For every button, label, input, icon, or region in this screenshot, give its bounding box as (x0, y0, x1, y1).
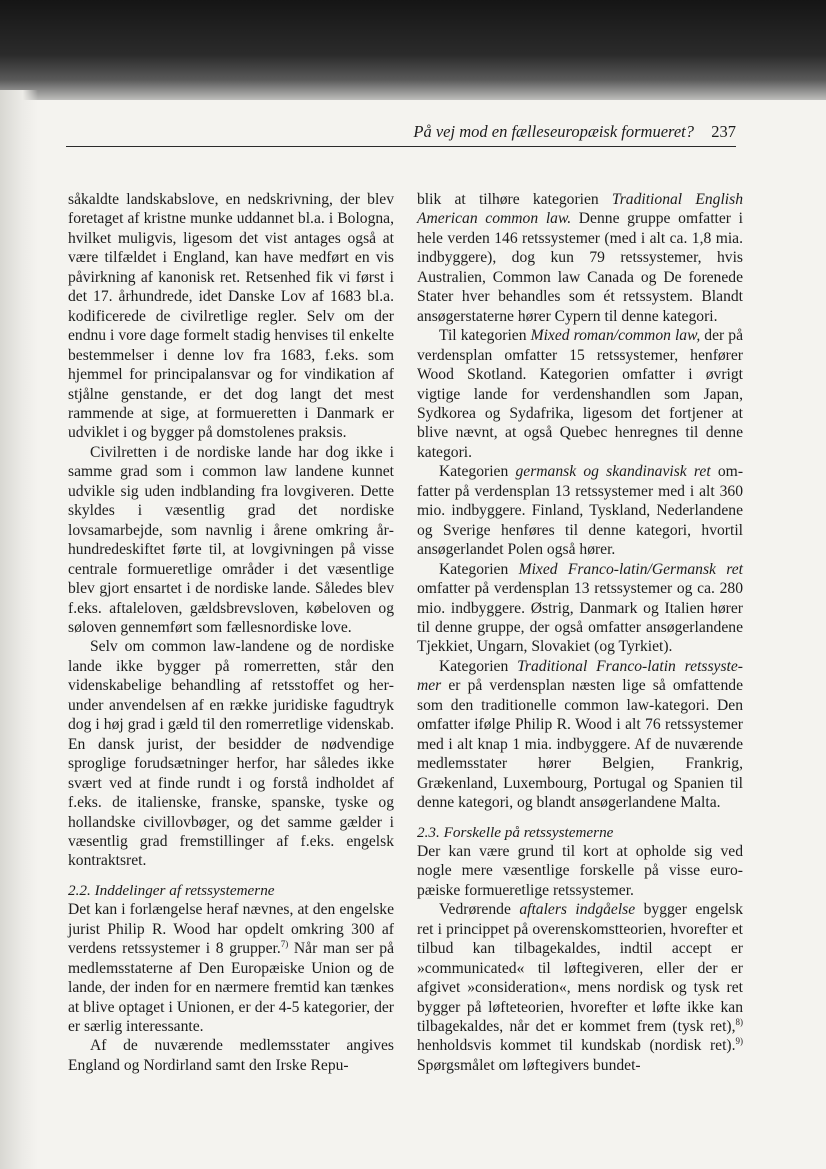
paragraph (417, 560, 743, 657)
text-run: Spørgsmålet om løftegivers bundet- (417, 1056, 641, 1074)
paragraph: Selv om common law-landene og de nordiske lande ikke bygger på romerretten, står den videnskabelige behandling af retsstoffet og herunder anvendelsen af en række juridiske fagudtryk dog i høj grad i gæld til den romerretlige videnskab. En dansk jurist, der besidder de nødvendige sproglige forudsætninger herfor, har således ikke svært ved at finde rundt i og forstå indholdet af f.eks. de italienske, franske, spanske, tyske og hollandske civillovbøger, og det samme gælder i væsentlig grad fremstillinger af f.eks. engelsk kontraktsret. (68, 638, 394, 870)
paragraph (417, 900, 743, 1075)
category-name: germansk og skandinavisk ret (515, 463, 711, 481)
text-run: Kategorien (439, 657, 518, 675)
text-run: Kategorien (439, 463, 516, 481)
scan-edge-shadow (0, 0, 826, 100)
section-heading-2-2: 2.2. Inddelinger af retssystemerne (68, 881, 275, 899)
page-number: 237 (711, 122, 736, 141)
left-column (68, 190, 394, 1075)
text-run: Vedrørende (439, 901, 520, 919)
category-name: Mixed Franco-latin/Germansk ret (518, 560, 743, 578)
text-run: der på verdensplan omfatter 15 retssystemer, henfører Wood Skotland. Kategorien omfatter i øvrigt vigtige lande for verdenshandlen som Japan, Sydkorea og Sydafrika, ligesom det fortjener at blive nævnt, at også Quebec henregnes til denne kategori. (417, 327, 743, 461)
paragraph: såkaldte landskabslove, en nedskrivning, der blev foretaget af kristne munke uddannet bl.a. i Bologna, hvilket muligvis, ligesom det vist antages også at være tilfældet i England, kan have medført en vis påvirkning af kanonisk ret. Retsenhed fik vi først i det 17. århundrede, idet Danske Lov af 1683 bl.a. kodificerede de civilretlige regler. Selv om der endnu i vore dage formelt stadig henvises til enkelte bestemmelser i denne lov fra 1683, f.eks. som hjemmel for principalansvar og for vindikation af stjålne genstande, er det dog langt det mest rammende at sige, at formueretten i Danmark er udviklet i og bygger på domstolenes praksis. (68, 191, 394, 442)
emphasis: aftalers indgåelse (519, 901, 636, 919)
paragraph: Af de nuværende medlemsstater angives England og Nordirland samt den Irske Repu- (68, 1037, 394, 1074)
paragraph (417, 190, 743, 326)
text-run: omfatter på verdensplan 13 retssystemer og ca. 280 mio. indbyggere. Østrig, Danmark og Italien hører til denne gruppe, der også omfatter ansøgerlandene Tjekkiet, Ungarn, Slovakiet (og Tyrkiet). (417, 580, 743, 656)
text-run: Når man ser på medlemsstaterne af Den Europæiske Union og de lande, der inden for en nærmere fremtid kan tænkes at blive optaget i Unionen, er der 4-5 kategorier, der er særlig interessante. (68, 940, 395, 1036)
right-column (417, 190, 743, 1075)
text-run: bygger engelsk ret i princippet på overenskomstteorien, hvorefter et tilbud kan tilbagekaldes, indtil accept er »communicated« til løftegiveren, eller der er afgivet »consideration«, mens nordisk og tysk ret bygger på løfteteorien, hvorefter et løfte ikke kan tilbagekaldes, når det er kommet frem (tysk ret), (417, 901, 743, 1036)
footnote-ref: 9) (735, 1036, 743, 1047)
section-heading-2-3: 2.3. Forskelle på retssystemerne (417, 823, 614, 841)
paragraph: Der kan være grund til kort at opholde sig ved nogle mere væsentlige forskelle på visse europæiske formueretlige retssystemer. (417, 842, 743, 899)
text-run: Kategorien (439, 560, 519, 578)
text-run: Denne gruppe omfatter i hele verden 146 retssystemer (med i alt ca. 1,8 mia. indbyggere), dog kun 79 retssystemer, hvis Australien, Common law Canada og De forenede Stater hver behandles som ét retssystem. Blandt ansøgerstaterne hører Cypern til denne kategori. (417, 210, 743, 325)
category-name: Traditional English American common law. (417, 191, 743, 228)
text-run: henholdsvis kommet til kundskab (nordisk ret). (417, 1037, 736, 1055)
category-name: Traditional Franco-latin retssystemer (417, 657, 743, 695)
text-run: er på verdensplan næsten lige så omfattende som den traditionelle common law-kategori. Den omfatter ifølge Philip R. Wood i alt 76 retssystemer med i alt knap 1 mia. indbyggere. Af de nuværende medlemsstater hører Belgien, Frankrig, Grækenland, Luxembourg, Portugal og Spanien til denne kategori, og blandt ansøgerlandene Malta. (417, 677, 743, 812)
paragraph: Civilretten i de nordiske lande har dog ikke i samme grad som i common law landene kunnet udvikle sig uden indblanding fra lovgiveren. Dette skyldes i væsentlig grad det nordiske lovsamarbejde, som navnlig i årene omkring århundredeskiftet førte til, at lovgivningen på visse centrale formueretlige områder i det væsentlige blev gjort ensartet i de nordiske lande. Således blev f.eks. aftaleloven, gældsbrevsloven, købeloven og søloven gennemført som fællesnordiske love. (68, 443, 394, 636)
paragraph (417, 326, 743, 462)
paragraph (417, 657, 743, 813)
category-name: Mixed roman/common law, (530, 327, 701, 345)
text-run: blik at tilhøre kategorien (417, 191, 612, 208)
footnote-ref: 8) (735, 1016, 743, 1027)
paragraph (417, 462, 743, 559)
text-run: omfatter på verdensplan 13 retssystemer med i alt 360 mio. indbyggere. Finland, Tyskland, Nederlandene og Sverige henføres til denne kategori, hvortil ansøgerlandet Polen også hører. (417, 463, 744, 559)
running-header-title: På vej mod en fælleseuropæisk formueret? (413, 122, 694, 141)
page-gutter-shadow (0, 90, 38, 1169)
paragraph (68, 900, 394, 1036)
running-header (66, 120, 736, 147)
footnote-ref: 7) (280, 939, 289, 950)
text-run: Det kan i forlængelse heraf nævnes, at den engelske jurist Philip R. Wood har opdelt omkring 300 af verdens retssystemer i 8 grupper. (68, 901, 394, 958)
text-run: Til kategorien (439, 327, 531, 345)
